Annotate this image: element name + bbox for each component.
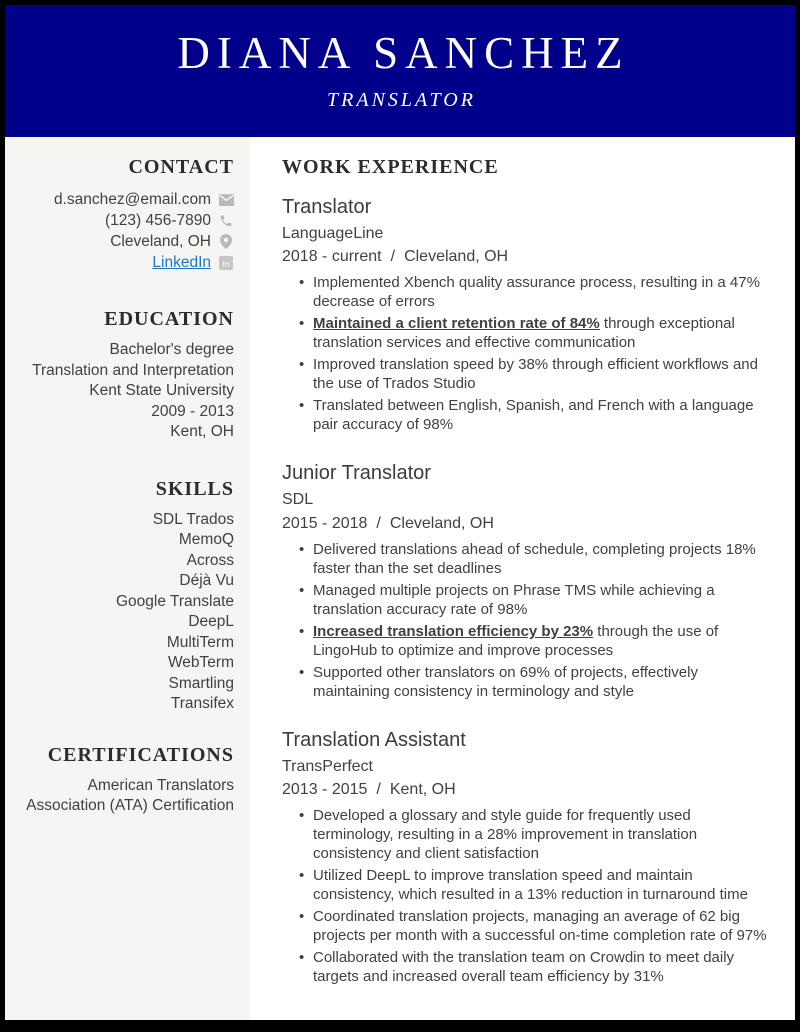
skill-item: Across <box>186 551 234 569</box>
skill-item: MemoQ <box>178 531 234 548</box>
job-dates-location <box>282 514 771 533</box>
contact-section <box>18 155 234 273</box>
job-bullet-list <box>282 273 771 434</box>
dates-location-separator: / <box>376 780 381 798</box>
linkedin-icon <box>218 256 234 270</box>
job-bullet <box>313 314 771 352</box>
bullet-text-pre: Delivered translations ahead of schedule, completing projects 18% faster than the set deadlines <box>313 540 756 577</box>
svg-text:in: in <box>222 259 230 268</box>
bullet-text-pre: Collaborated with the translation team on Crowdin to meet daily targets and increased overall team efficiency by 31% <box>313 949 735 986</box>
job-bullet <box>313 948 771 986</box>
work-experience-heading: WORK EXPERIENCE <box>282 156 499 178</box>
bullet-text-pre: Supported other translators on 69% of projects, effectively maintaining consistency in terminology and style <box>313 663 698 700</box>
job-bullet <box>313 581 771 619</box>
bullet-text-post: through exceptional translation services and effective communication <box>313 315 735 352</box>
skills-heading: SKILLS <box>155 477 234 500</box>
job-location: Cleveland, OH <box>404 248 509 266</box>
bullet-text-post: through the use of LingoHub to optimize and improve processes <box>313 622 719 659</box>
contact-heading: CONTACT <box>128 156 234 178</box>
contact-location: Cleveland, OH <box>110 233 211 250</box>
contact-email-row <box>18 189 234 210</box>
education-location: Kent, OH <box>170 423 234 440</box>
job-bullet <box>313 663 771 701</box>
work-experience-column <box>250 137 795 1020</box>
certifications-list <box>18 776 234 817</box>
resume-header <box>5 5 795 137</box>
education-heading: EDUCATION <box>104 308 234 330</box>
certifications-heading: CERTIFICATIONS <box>47 743 234 766</box>
bullet-text-pre: Coordinated translation projects, managing an average of 62 big projects per month with a successful on-time completion rate of 97% <box>313 908 767 945</box>
job-entry-junior-translator <box>282 460 771 700</box>
bullet-text-pre: Developed a glossary and style guide for frequently used terminology, resulting in a 28% improvement in translation consistency and client satisfaction <box>313 807 698 863</box>
job-bullet <box>313 622 771 660</box>
job-bullet-list <box>282 540 771 701</box>
skill-item: WebTerm <box>167 654 234 671</box>
job-bullet <box>313 806 771 863</box>
education-details <box>18 340 234 443</box>
education-dates: 2009 - 2013 <box>151 402 234 420</box>
person-name: DIANA SANCHEZ <box>177 28 630 79</box>
job-dates: 2015 - 2018 <box>282 514 368 532</box>
skill-item: Transifex <box>170 695 234 712</box>
contact-location-row <box>18 231 234 252</box>
job-location: Cleveland, OH <box>389 514 494 532</box>
job-location: Kent, OH <box>389 780 456 798</box>
job-title: Translation Assistant <box>282 728 466 751</box>
job-company: TransPerfect <box>282 757 373 775</box>
contact-email: d.sanchez@email.com <box>53 191 211 208</box>
job-entry-translation-assistant <box>282 727 771 986</box>
education-field: Translation and Interpretation <box>32 361 234 379</box>
education-degree: Bachelor's degree <box>109 341 234 358</box>
contact-rows <box>18 189 234 273</box>
location-pin-icon <box>218 234 234 249</box>
skill-item: Smartling <box>168 674 234 692</box>
bullet-text-pre: Translated between English, Spanish, and French with a language pair accuracy of 98% <box>313 397 754 434</box>
job-title: Junior Translator <box>282 462 431 485</box>
job-title: Translator <box>282 196 372 218</box>
job-bullet <box>313 866 771 904</box>
envelope-icon <box>218 194 234 206</box>
job-dates: 2018 - current <box>282 248 382 266</box>
skills-section <box>18 477 234 715</box>
job-dates-location <box>282 247 771 266</box>
person-title: TRANSLATOR <box>327 88 476 111</box>
job-bullet <box>313 355 771 393</box>
contact-linkedin-row <box>18 252 234 273</box>
skills-list <box>18 510 234 715</box>
job-company: LanguageLine <box>282 225 384 242</box>
linkedin-link[interactable]: LinkedIn <box>152 254 211 271</box>
job-bullet-list <box>282 806 771 986</box>
job-bullet <box>313 540 771 578</box>
education-section <box>18 307 234 443</box>
resume-body <box>5 137 795 1020</box>
contact-phone-row <box>18 210 234 231</box>
certification-item: American Translators Association (ATA) Certification <box>26 776 234 814</box>
job-dates: 2013 - 2015 <box>282 780 368 798</box>
sidebar <box>5 137 250 1020</box>
job-dates-location <box>282 780 771 799</box>
job-company: SDL <box>282 491 314 509</box>
phone-icon <box>218 214 234 228</box>
dates-location-separator: / <box>390 248 396 266</box>
bullet-text-pre: Implemented Xbench quality assurance process, resulting in a 47% decrease of errors <box>313 274 760 311</box>
dates-location-separator: / <box>376 514 381 532</box>
job-bullet <box>313 396 771 434</box>
skill-item: DeepL <box>188 613 234 630</box>
bullet-highlight: Increased translation efficiency by 23% <box>313 622 594 640</box>
certifications-section <box>18 743 234 817</box>
bullet-text-pre: Utilized DeepL to improve translation speed and maintain consistency, which resulted in a 13% reduction in turnaround time <box>313 867 748 904</box>
bullet-text-pre: Improved translation speed by 38% through efficient workflows and the use of Trados Studio <box>313 356 758 393</box>
skill-item: MultiTerm <box>166 633 234 651</box>
bullet-text-pre: Managed multiple projects on Phrase TMS while achieving a translation accuracy rate of 98% <box>313 581 715 618</box>
bullet-highlight: Maintained a client retention rate of 84% <box>313 315 600 333</box>
contact-phone: (123) 456-7890 <box>105 212 211 229</box>
job-bullet <box>313 273 771 311</box>
job-bullet <box>313 907 771 945</box>
skill-item: Google Translate <box>115 592 234 610</box>
skill-item: SDL Trados <box>152 510 234 528</box>
skill-item: Déjà Vu <box>179 572 234 589</box>
education-school: Kent State University <box>89 382 234 399</box>
job-entry-translator <box>282 194 771 434</box>
